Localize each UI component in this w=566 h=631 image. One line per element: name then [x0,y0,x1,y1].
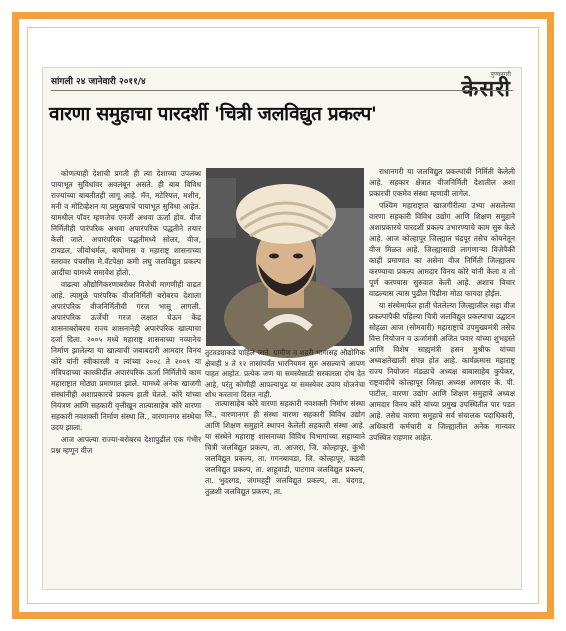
paragraph: पश्चिम महाराष्ट्रात खाजगीरीत्या उभ्या असलेल्या वारणा सहकारी विविध उद्योग आणि शिक्षण समुहाने अशाप्रकारचे पारदर्शी प्रकल्प उभारण्याचे काम सुरु केले आहे. आज कोल्हापूर जिल्ह्यात चंद्रपूर तसेच कोयनेतून वीज मिळत आहे. जिल्ह्यासाठी लागणाऱ्या विजेपैकी काही प्रमाणात का असेना वीज निर्मिती जिल्ह्यातच करण्याचा प्रकल्प आमदार विनय कोरे यांनी केला व तो पूर्ण करण्यास सुरुवात केली आहे. अशाच विचार वाढल्यास त्यास पुढील पिढीना मोठा फायदा होईल. [369,201,515,298]
article-headline: वारणा समुहाचा पारदर्शी 'चित्री जलविद्युत प्रकल्प' [49,103,377,125]
paragraph: कोणत्याही देशाची प्रगती ही त्या देशाच्या उपलब्ध पायाभूत सुविधांवर अवलंबून असते. ही बाब विविध राज्यांच्या बाबतीतही लागू आहे. मॅन, मटेरियल, मशीन, मनी व मोटिव्हेशन या प्रमुखपाचे पायाभूत सुविधा आहेत. यामधील पॉवर म्हणजेच एनर्जी अथवा ऊर्जा होय. वीज निर्मितीही पारंपरिक अथवा अपारंपरिक पद्धतीने तयार केली जाते. अपारंपरिक पद्धतीमध्ये सोलर, वीज, टायडल, जीयोथर्मल, बायोमास व महाराष्ट्र शासनाच्या स्तरावर पंचसीस मे.वॅटपेक्षा कमी लघु जलविद्युत प्रकल्प आदींचा यामध्ये समावेश होतो. [51,169,201,277]
article-column-left [51,168,201,583]
portrait-illustration [206,168,364,346]
portrait-photo [206,168,364,346]
newspaper-clipping [43,68,521,589]
masthead-logo: केसरी [461,76,511,102]
paragraph: या संस्थेमार्फत हाती घेतलेल्या जिल्ह्यातील सहा वीज प्रकल्पांपैकी पहिल्या चित्री जलविद्युत प्रकल्पाचा उद्घाटन सोहळा आज (सोमवारी) महाराष्ट्राचे उपमुख्यमंत्री तसेच वित्त नियोजन व ऊर्जामंत्री अजित पवार यांच्या शुभहस्ते आणि विशेष साह्यमंत्री हसन मुश्रीफ यांच्या अध्यक्षतेखाली संपन्न होत आहे. कार्यक्रमास महाराष्ट्र राज्य नियोजन मंडळाचे अध्यक्ष बाबासाहेब कुपेकर, राष्ट्रवादीचे कोल्हापूर जिल्हा अध्यक्ष आमदार के. पी. पाटील, वारणा उद्योग आणि शिक्षण समुहाचे अध्यक्ष आमदार विनय कोरे यांच्या प्रमुख उपस्थितीत पार पडत आहे. तसेच वारणा समुहाचे सर्व संचालक पदाधिकारी, अधिकारी कर्मचारी व जिल्ह्यातील अनेक मान्यवर उपस्थित राहणार आहेत. [369,301,515,442]
paragraph: तात्यासाहेब कोरे वारणा सहकारी नवशक्ती निर्माण संस्था लि., वारणानगर ही संस्था वारणा सहकारी विविध उद्योग आणि शिक्षण समुहाने स्थापन केलेली सहकारी संस्था आहे. या संस्थेने महाराष्ट्र शासनाच्या विविध विभागांच्या सहाय्याने चित्री जलविद्युत प्रकल्प, ता. आजरा, जि. कोल्हापूर, कुंभी जलविद्युत प्रकल्प, ता. गगनबावडा, जि. कोल्हापूर, कडवी जलविद्युत प्रकल्प, ता. शाहूवाडी, पाटगाव जलविद्युत प्रकल्प, ता. भुदरगड, जंगमहट्टी जलविद्युत प्रकल्प, ता. चंदगड, तुळशी जलविद्युत प्रकल्प, ता. [205,399,365,496]
paragraph: आज आपल्या राज्या-बरोबरच देशापुढीलं एक गंभीर प्रश्न म्हणून वीज [51,435,201,455]
dateline: सांगली २४ जानेवारी २०११/४ [51,77,146,87]
article-column-middle [205,398,365,584]
article-column-right [369,166,515,584]
paragraph: राधानगरी या जलविद्युत प्रकल्पांची निर्मिती केलेली आहे. सहकार क्षेत्रात वीजनिर्मिती देशातील अशा प्रकारची एकमेव संस्था म्हणावी लागेल. [369,167,515,198]
photo-caption: तुटवड्याकडे पाहिले जाते. ग्रामीण व शहरी भागासह औद्योगिक क्षेत्राही ४ ते १२ तासांपर्यंत भारनियमन सुरु असल्याचे आपण पाहत आहोत. प्रत्येक जण या समस्येसाठी सरकारला दोष देत आहे, परंतु कोणीही आपल्यापुढ या समस्येवर उपाय योजनेचा शोध करताना दिसत नाही. [205,348,365,399]
paragraph: वाढत्या औद्योगिकरणाबरोबर विजेची मागणीही वाढत आहे. त्यामुळे पारंपरिक वीजनिर्मिती बरोबरच देशाला अपारंपरिक वीजनिर्मितीची गरज भासू लागली. अपारंपरिक ऊर्जेची गरज लक्षात घेऊन केंद्र शासनाबरोबरच राज्य शासनानेही अपारंपरिक खात्याचा दर्जा दिला. २००५ मध्ये महाराष्ट्र शासनाच्या नव्यानेच निर्माण झालेल्या या खात्याची जबाबदारी आमदार विनय कोरे यांनी स्वीकारली व त्यांच्या २००८ ते २००९ या मंत्रिपदाच्या कारकीर्दीत अपारंपरिक ऊर्जा निर्मितीचे काम महाराष्ट्रात मोठ्या प्रमाणात झाले. यामध्ये अनेक खाजगी संस्थांनीही अशाप्रकारचे प्रकल्प हाती घेतले. कोरे यांच्या नियंत्रण आणि सहकारी वृत्तीखून तात्यासाहेब कोरे वारणा सहकारी नवशक्ती निर्माण संस्था लि., वारणानगर संस्थेचा उदय झाला. [51,280,201,432]
masthead-tag: पुण्यनगरी [490,71,511,78]
masthead [462,70,511,100]
header-rule [51,90,513,91]
